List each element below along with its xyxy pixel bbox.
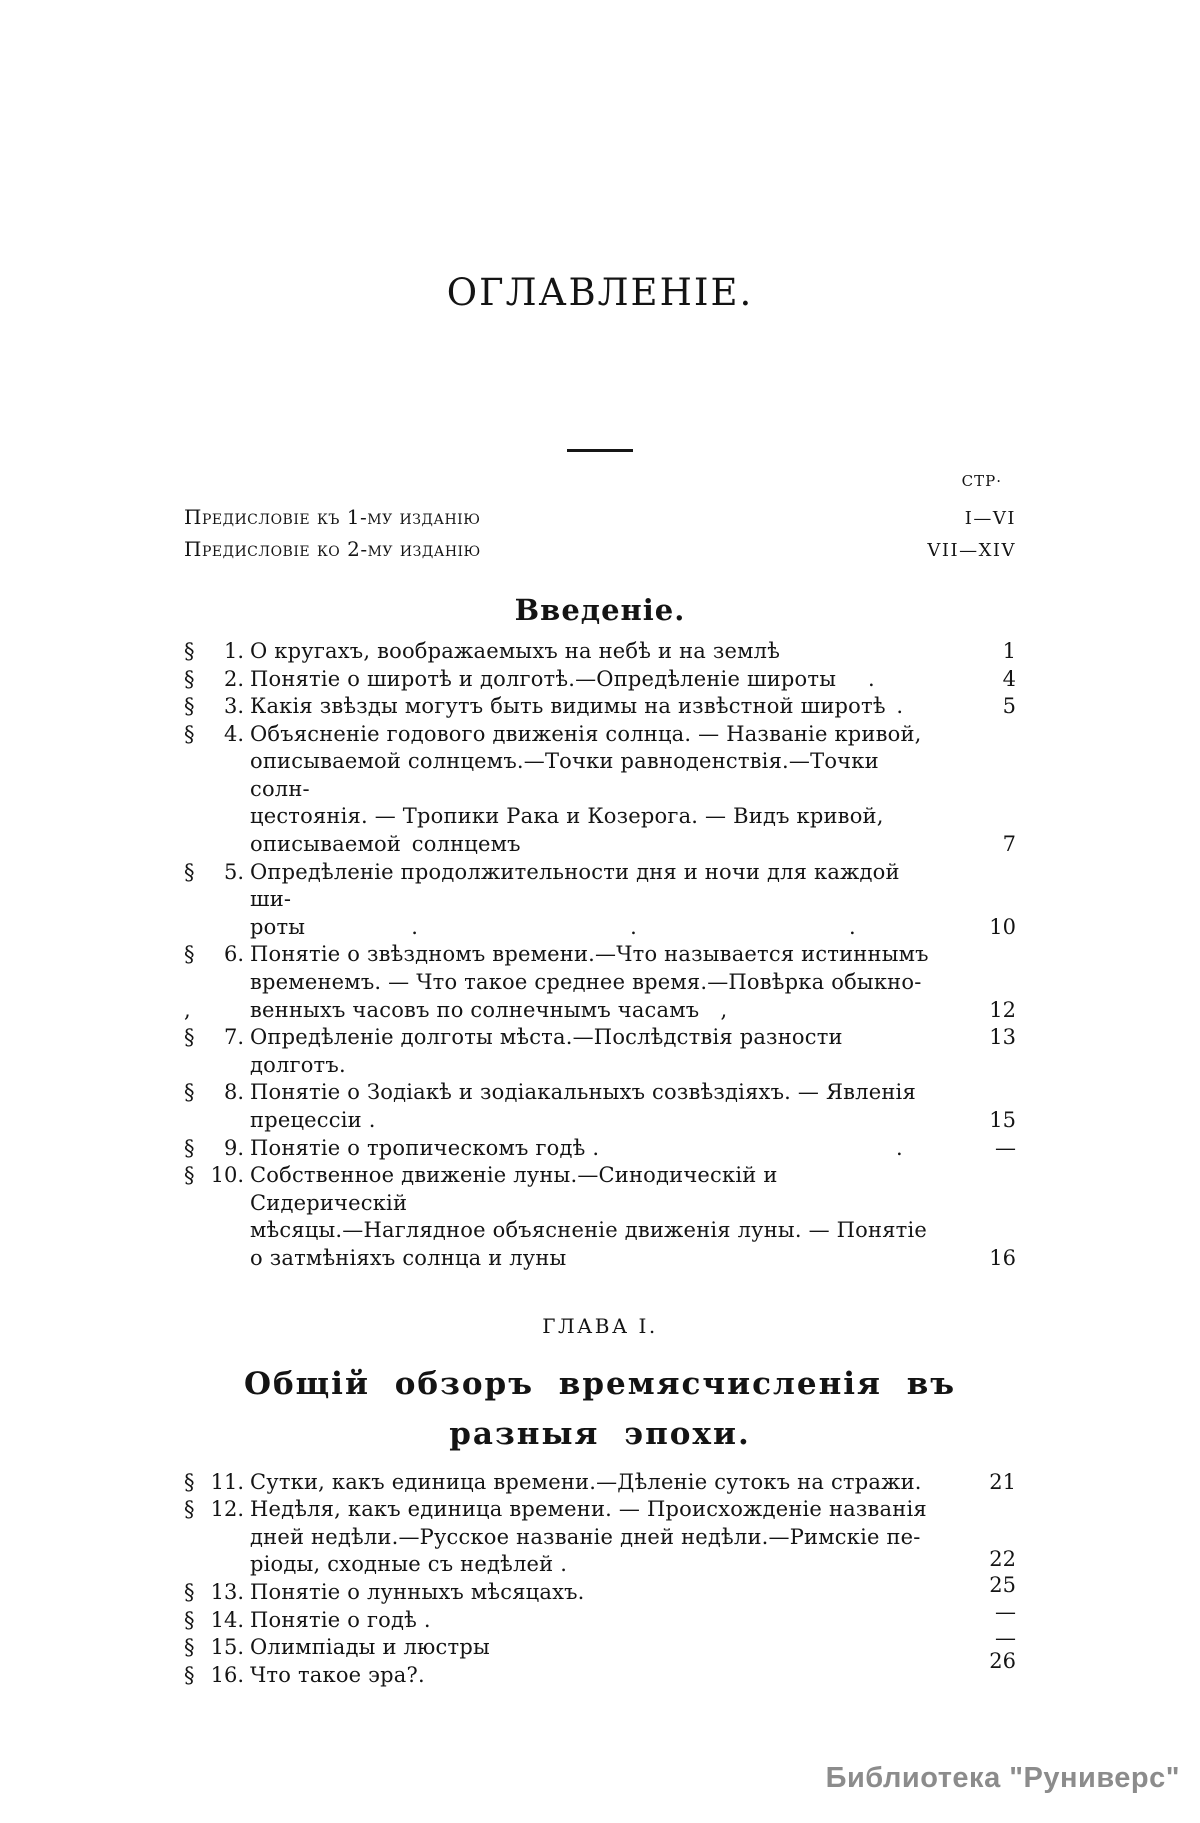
row-text: прецессіи . [250,1108,376,1132]
toc-row [184,803,1016,831]
page-column-header: СТР· [961,471,1002,490]
section-sign: § [184,1662,195,1687]
row-marker [184,1469,244,1497]
toc-introduction [184,638,1016,1273]
toc-row [184,666,1016,694]
row-marker [184,638,244,666]
row-text: описываемой солнцемъ.—Точки равноденствія.—Точки солн- [250,749,879,801]
row-number: 13. [210,1579,244,1604]
row-number: 2. [223,666,244,691]
toc-row [184,1135,1016,1163]
toc-row [184,721,1016,749]
section-sign: § [184,1163,195,1188]
row-number: 6. [223,942,244,967]
toc-row [184,1469,1016,1497]
section-sign: § [184,638,195,663]
row-page: 13 [989,1025,1016,1050]
toc-row [184,1079,1016,1107]
row-text: Понятіе о годѣ . [250,1607,431,1632]
toc-row [184,1599,1016,1635]
row-number: 4. [223,721,244,746]
toc-row [184,693,1016,721]
row-text: Понятіе о лунныхъ мѣсяцахъ. [250,1579,585,1604]
preface-list [184,502,1016,566]
row-marker [184,941,244,969]
row-page: 12 [989,997,1016,1022]
toc-row [184,1626,1016,1662]
row-page: — [995,1599,1016,1624]
toc-row [184,1547,1016,1579]
content-area [184,0,1016,1689]
toc-row [184,831,1016,859]
row-number: 7. [223,1025,244,1050]
divider-rule [567,449,633,452]
row-text: о затмѣніяхъ солнца и луны [250,1245,567,1270]
preface-label: Предисловіе ко 2-му изданію [184,536,481,561]
row-text: ріоды, сходные съ недѣлей . [250,1552,568,1577]
row-page: 15 [989,1108,1016,1132]
row-page: 4 [1002,666,1016,691]
row-text: Какія звѣзды могутъ быть видимы на извѣстной широтѣ . [250,694,904,719]
preface-label: Предисловіе къ 1-му изданію [184,504,481,529]
row-text: Понятіе о широтѣ и долготѣ.—Опредѣленіе широты . [250,666,875,691]
section-sign: § [184,942,195,967]
row-text: Что такое эра?. [250,1662,425,1687]
row-number: 10. [210,1163,244,1188]
toc-row [184,997,1016,1025]
row-number: 5. [223,859,244,884]
row-page: 5 [1002,694,1016,719]
row-page: 26 [989,1648,1016,1673]
row-text: Понятіе о Зодіакѣ и зодіакальныхъ созвѣздіяхъ. — Явленія [250,1080,916,1105]
introduction-heading: Введеніе. [514,592,686,627]
section-sign: , [184,997,191,1022]
row-text: временемъ. — Что такое среднее время.—Повѣрка обыкно- [250,970,922,995]
toc-row [184,914,1016,942]
chapter-title-line1: Общій обзоръ времясчисленія въ [243,1365,957,1402]
row-text: Опредѣленіе долготы мѣста.—Послѣдствія разности долготъ. [250,1025,843,1077]
row-marker [184,1634,244,1662]
toc-row [184,1162,1016,1217]
row-page: 22 [989,1547,1016,1572]
row-page: 7 [1002,832,1016,857]
section-sign: § [184,1635,195,1660]
toc-row [184,1217,1016,1245]
row-marker [184,1662,244,1690]
toc-chapter-1 [184,1469,1016,1690]
toc-row [184,1496,1016,1524]
toc-row [184,969,1016,997]
section-sign: § [184,1135,195,1160]
row-page: 25 [989,1572,1016,1597]
row-page: 10 [989,914,1016,939]
row-marker [184,859,244,887]
toc-row [184,859,1016,914]
preface-pages: I—VI [964,507,1016,529]
row-marker [184,721,244,749]
row-marker [184,666,244,694]
row-marker [184,997,244,1025]
toc-row [184,1107,1016,1135]
row-marker [184,1607,244,1635]
row-text: Опредѣленіе продолжительности дня и ночи для каждой ши- [250,859,900,912]
row-page: 16 [989,1245,1016,1270]
section-sign: § [184,859,195,884]
section-sign: § [184,694,195,719]
row-number: 9. [223,1135,244,1160]
row-text: роты . . . [250,914,856,939]
row-text: О кругахъ, воображаемыхъ на небѣ и на землѣ [250,638,781,663]
row-marker [184,1579,244,1607]
row-marker [184,1024,244,1052]
row-page: 1 [1002,638,1016,663]
row-text: Недѣля, какъ единица времени. — Происхожденіе названія [250,1497,927,1522]
row-text: цестоянія. — Тропики Рака и Козерога. — Видъ кривой, [250,804,884,829]
chapter-title-line2: разныя эпохи. [449,1415,751,1452]
chapter-label: ГЛАВА I. [542,1313,658,1338]
row-number: 14. [210,1607,244,1632]
section-sign: § [184,721,195,746]
page-title: ОГЛАВЛЕНІЕ. [446,271,754,314]
section-sign: § [184,666,195,691]
row-text: венныхъ часовъ по солнечнымъ часамъ , [250,997,728,1022]
row-page: 21 [989,1469,1016,1494]
preface-row [184,502,1016,534]
row-page: — [995,1135,1016,1160]
row-number: 16. [210,1662,244,1687]
toc-row [184,748,1016,803]
row-number: 11. [210,1469,244,1494]
section-sign: § [184,1497,195,1522]
toc-row [184,1245,1016,1273]
row-number: 12. [210,1497,244,1522]
section-sign: § [184,1080,195,1105]
toc-row [184,1648,1016,1690]
row-text: Объясненіе годового движенія солнца. — Названіе кривой, [250,721,922,746]
preface-pages: VII—XIV [927,539,1016,561]
toc-row [184,1524,1016,1552]
row-text: Собственное движеніе луны.—Синодическій и Сидерическій [250,1163,778,1215]
toc-row [184,1572,1016,1607]
preface-row [184,534,1016,566]
section-sign: § [184,1579,195,1604]
row-marker [184,693,244,721]
section-sign: § [184,1607,195,1632]
toc-row [184,638,1016,666]
row-text: описываемой солнцемъ [250,832,521,857]
row-text: Олимпіады и люстры [250,1635,490,1660]
toc-row [184,941,1016,969]
row-text: дней недѣли.—Русское названіе дней недѣли.—Римскіе пе- [250,1524,921,1549]
row-number: 3. [223,694,244,719]
section-sign: § [184,1025,195,1050]
chapter-title [184,1359,1016,1459]
row-text: Понятіе о звѣздномъ времени.—Что называется истиннымъ [250,942,929,967]
row-text: Сутки, какъ единица времени.—Дѣленіе сутокъ на стражи. [250,1469,922,1494]
row-number: 8. [223,1080,244,1105]
row-marker [184,1135,244,1163]
row-number: 15. [210,1635,244,1660]
row-number: 1. [223,638,244,663]
row-marker [184,1496,244,1524]
row-page: — [995,1626,1016,1651]
section-sign: § [184,1469,195,1494]
library-watermark: Библиотека "Руниверс" [825,1762,1180,1794]
row-marker [184,1079,244,1107]
row-text: мѣсяцы.—Наглядное объясненіе движенія луны. — Понятіе [250,1218,928,1243]
toc-row [184,1024,1016,1079]
row-marker [184,1162,244,1190]
row-text: Понятіе о тропическомъ годѣ . . [250,1135,903,1160]
